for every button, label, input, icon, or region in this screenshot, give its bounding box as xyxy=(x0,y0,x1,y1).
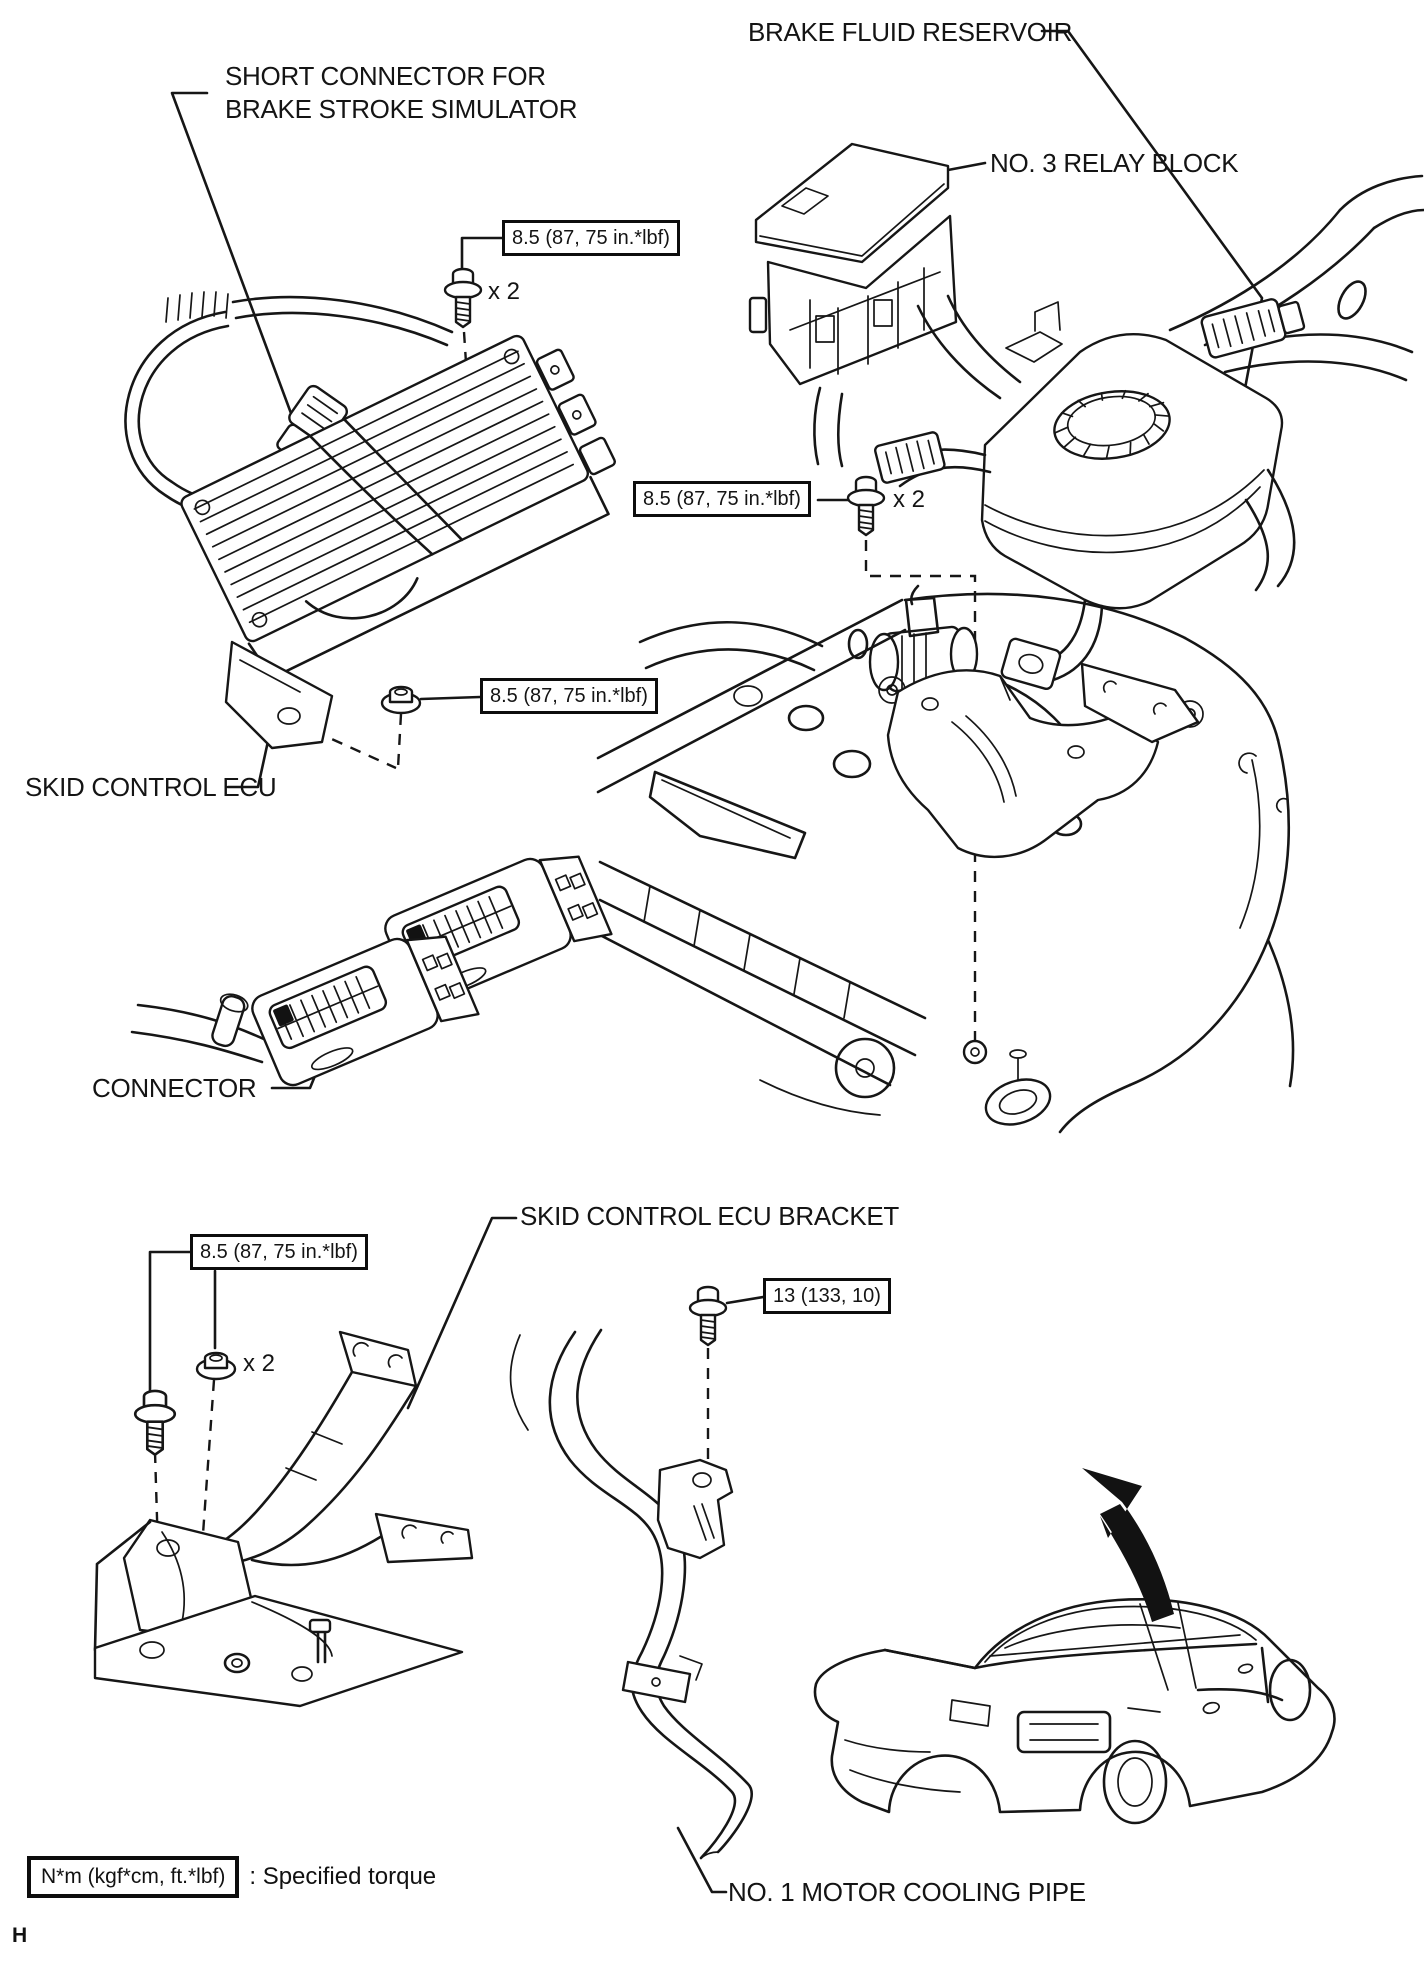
quantity-bracket-fasteners: x 2 xyxy=(243,1350,276,1377)
connector-lower xyxy=(248,920,478,1095)
leader-torque-pipe-bolt xyxy=(727,1297,763,1303)
vehicle-art xyxy=(815,1468,1334,1823)
reservoir-outlet-fitting xyxy=(1000,637,1061,690)
nut-icon xyxy=(382,687,420,713)
leader-relay-block xyxy=(948,163,985,170)
torque-box-ecu-nut: 8.5 (87, 75 in.*lbf) xyxy=(480,678,658,714)
leader-short-connector xyxy=(172,93,292,416)
bolt-icon xyxy=(135,1391,175,1455)
ecu-bracket-art xyxy=(95,1332,472,1706)
leader-torque-bracket-bolt xyxy=(150,1252,190,1392)
stud-pad xyxy=(980,1072,1056,1132)
label-short-connector-line2: BRAKE STROKE SIMULATOR xyxy=(225,94,578,124)
leader-torque-ecu-bolts xyxy=(462,238,502,272)
label-short-connector-line1: SHORT CONNECTOR FOR xyxy=(225,61,546,91)
torque-box-ecu-bolts: 8.5 (87, 75 in.*lbf) xyxy=(502,220,680,256)
label-connector: CONNECTOR xyxy=(92,1073,257,1103)
reservoir-sensor-connector xyxy=(874,431,945,483)
label-cooling-pipe: NO. 1 MOTOR COOLING PIPE xyxy=(728,1877,1086,1907)
dashed-bracket-nut xyxy=(202,1380,214,1548)
cooling-pipe-art xyxy=(511,1330,752,1858)
leader-torque-ecu-nut xyxy=(421,697,480,699)
torque-box-pipe-bolt: 13 (133, 10) xyxy=(763,1278,891,1314)
torque-box-reservoir-bolts: 8.5 (87, 75 in.*lbf) xyxy=(633,481,811,517)
torque-legend xyxy=(27,1856,436,1898)
bolt-icon xyxy=(690,1287,726,1345)
page-footer-letter: H xyxy=(12,1924,28,1947)
leader-ecu-bracket xyxy=(408,1218,516,1408)
nut-icon xyxy=(197,1353,235,1379)
label-skid-control-ecu: SKID CONTROL ECU xyxy=(25,772,277,802)
quantity-reservoir-bolts: x 2 xyxy=(893,486,926,513)
legend-torque-unit-box: N*m (kgf*cm, ft.*lbf) xyxy=(27,1856,239,1898)
engine-bay-art xyxy=(598,594,1293,1132)
bolt-icon xyxy=(848,477,884,535)
pipe-bracket xyxy=(658,1460,732,1558)
legend-description: : Specified torque xyxy=(249,1863,437,1890)
torque-box-bracket-fasteners: 8.5 (87, 75 in.*lbf) xyxy=(190,1234,368,1270)
relay-block-art xyxy=(750,144,956,466)
label-short-connector xyxy=(225,60,577,126)
connector-pair-art xyxy=(132,840,611,1095)
harness-ribbing xyxy=(166,292,228,322)
bolt-icon xyxy=(445,269,481,327)
label-relay-block: NO. 3 RELAY BLOCK xyxy=(990,148,1239,178)
upper-hoses-art xyxy=(1170,176,1424,380)
quantity-ecu-bolts: x 2 xyxy=(488,278,521,305)
label-brake-fluid-reservoir: BRAKE FLUID RESERVOIR xyxy=(748,17,1073,47)
label-ecu-bracket: SKID CONTROL ECU BRACKET xyxy=(520,1201,900,1231)
